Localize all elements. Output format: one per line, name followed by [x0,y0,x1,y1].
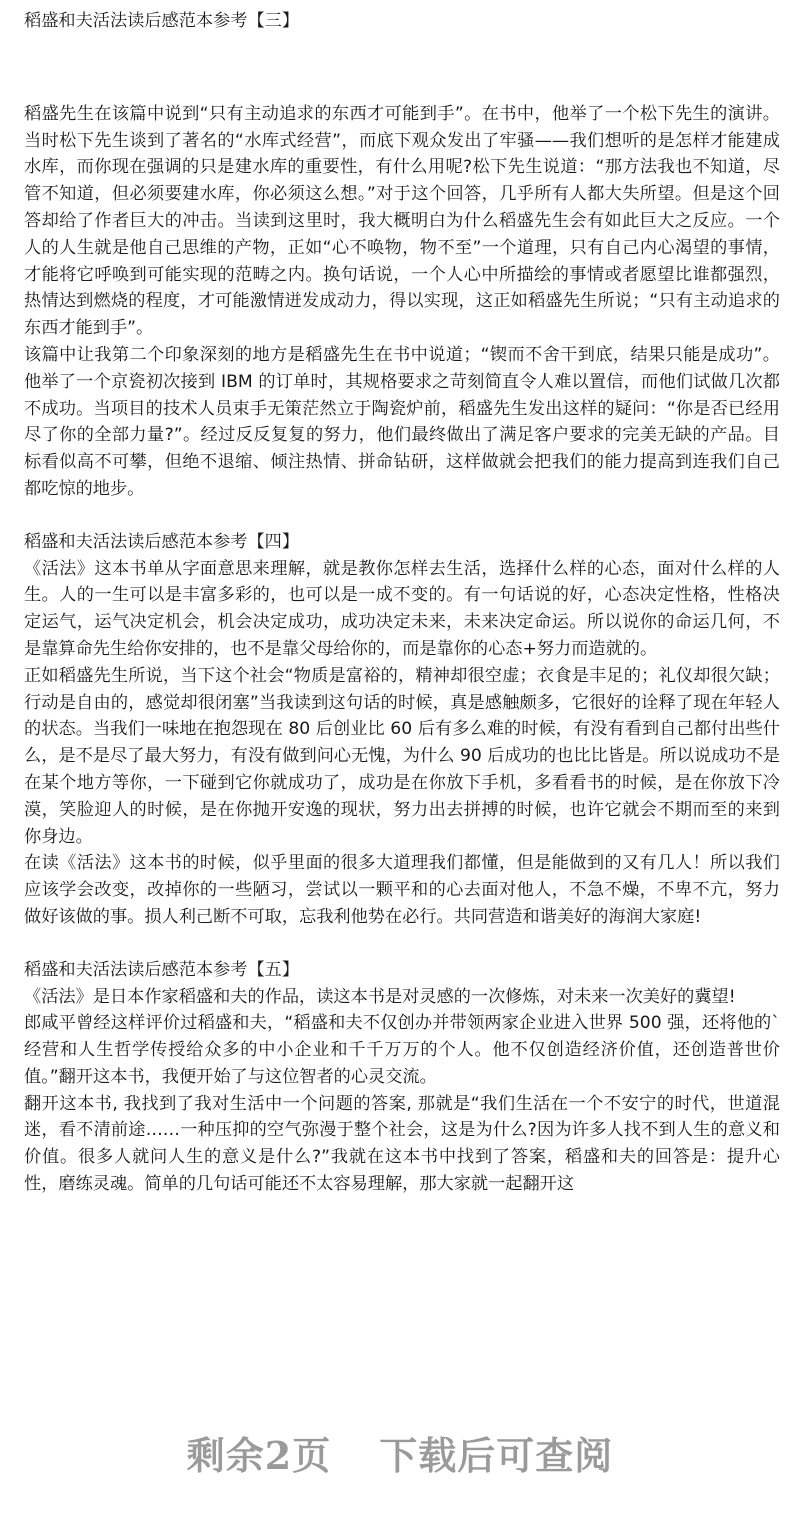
spacer [24,931,780,957]
paragraph-5-1: 《活法》是日本作家稻盛和夫的作品，读这本书是对灵感的一次修炼，对未来一次美好的冀望! [24,986,736,1007]
paragraph-3-2: 该篇中让我第二个印象深刻的地方是稻盛先生在书中说道；“锲而不舍干到底，结果只能是成功”。他举了一个京瓷初次接到 IBM 的订单时，其规格要求之苛刻简直令人难以置信，而他们试做几次都不成功。当项目的技术人员束手无策茫然立于陶瓷炉前，稻盛先生发出这样的疑问：“你是否已经用尽了你的全部力量?”。经过反反复复的努力，他们最终做出了满足客户要求的完美无缺的产品。目标看似高不可攀，但绝不退缩、倾注热情、拼命钻研，这样做就会把我们的能力提高到连我们自己都吃惊的地步。 [24,344,780,499]
paragraph-5-3: 翻开这本书, 我找到了我对生活中一个问题的答案, 那就是“我们生活在一个不安宁的时代，世道混迷，看不清前途……一种压抑的空气弥漫于整个社会，这是为什么?因为许多人找不到人生的意义和价值。很多人就问人生的意义是什么?”我就在这本书中找到了答案，稻盛和夫的回答是：提升心性，磨练灵魂。简单的几句话可能还不太容易理解，那大家就一起翻开这 [24,1093,780,1195]
section-title-3: 稻盛和夫活法读后感范本参考【三】 [24,11,300,31]
paragraph-4-1: 《活法》这本书单从字面意思来理解，就是教你怎样去生活，选择什么样的心态，面对什么样的人生。人的一生可以是丰富多彩的，也可以是一成不变的。有一句话说的好，心态决定性格，性格决定运气，运气决定机会，机会决定成功，成功决定未来，未来决定命运。所以说你的命运几何，不是靠算命先生给你安排的，也不是靠父母给你的，而是靠你的心态+努力而造就的。 [24,558,780,659]
spacer [24,35,780,101]
paragraph-4-3: 在读《活法》这本书的时候，似乎里面的很多大道理我们都懂，但是能做到的又有几人！所以我们应该学会改变，改掉你的一些陋习，尝试以一颗平和的心去面对他人，不急不燥，不卑不亢，努力做好该做的事。损人利己断不可取，忘我利他势在必行。共同营造和谐美好的海润大家庭! [24,853,780,927]
paragraph-3-1: 稻盛先生在该篇中说到“只有主动追求的东西才可能到手”。在书中，他举了一个松下先生的演讲。当时松下先生谈到了著名的“水库式经营”，而底下观众发出了牢骚——我们想听的是怎样才能建成水库，而你现在强调的只是建水库的重要性，有什么用呢?松下先生说道：“那方法我也不知道，尽管不知道，但必须要建水库，你必须这么想。”对于这个回答，几乎所有人都大失所望。但是这个回答却给了作者巨大的冲击。当读到这里时，我大概明白为什么稻盛先生会有如此巨大之反应。一个人的人生就是他自己思维的产物，正如“心不唤物，物不至”一个道理，只有自己内心渴望的事情，才能将它呼唤到可能实现的范畴之内。换句话说，一个人心中所描绘的事情或者愿望比谁都强烈，热情达到燃烧的程度，才可能激情迸发成动力，得以实现，这正如稻盛先生所说；“只有主动追求的东西才能到手”。 [24,103,780,339]
download-prompt[interactable] [0,1425,800,1480]
section-title-4: 稻盛和夫活法读后感范本参考【四】 [24,531,300,552]
remaining-pages-label: 剩余2页 [186,1433,332,1478]
section-title-5: 稻盛和夫活法读后感范本参考【五】 [24,959,300,980]
paragraph-5-2: 郎咸平曾经这样评价过稻盛和夫，“稻盛和夫不仅创办并带领两家企业进入世界 500 强，还将他的`经营和人生哲学传授给众多的中小企业和千千万万的个人。他不仅创造经济价值，还创造普世价值。”翻开这本书，我便开始了与这位智者的心灵交流。 [24,1013,780,1087]
document-body [24,8,780,1198]
spacer [24,503,780,529]
paragraph-4-2: 正如稻盛先生所说，当下这个社会“物质是富裕的，精神却很空虚；衣食是丰足的；礼仪却很欠缺；行动是自由的，感觉却很闭塞”当我读到这句话的时候，真是感触颇多，它很好的诠释了现在年轻人的状态。当我们一味地在抱怨现在 80 后创业比 60 后有多么难的时候，有没有看到自己都付出些什么，是不是尽了最大努力，有没有做到问心无愧，为什么 90 后成功的也比比皆是。所以说成功不是在某个地方等你，一下碰到它你就成功了，成功是在你放下手机，多看看书的时候，是在你放下冷漠，笑脸迎人的时候，是在你抛开安逸的现状，努力出去拼搏的时候，也许它就会不期而至的来到你身边。 [24,665,780,847]
download-to-read-label: 下载后可查阅 [379,1433,614,1478]
